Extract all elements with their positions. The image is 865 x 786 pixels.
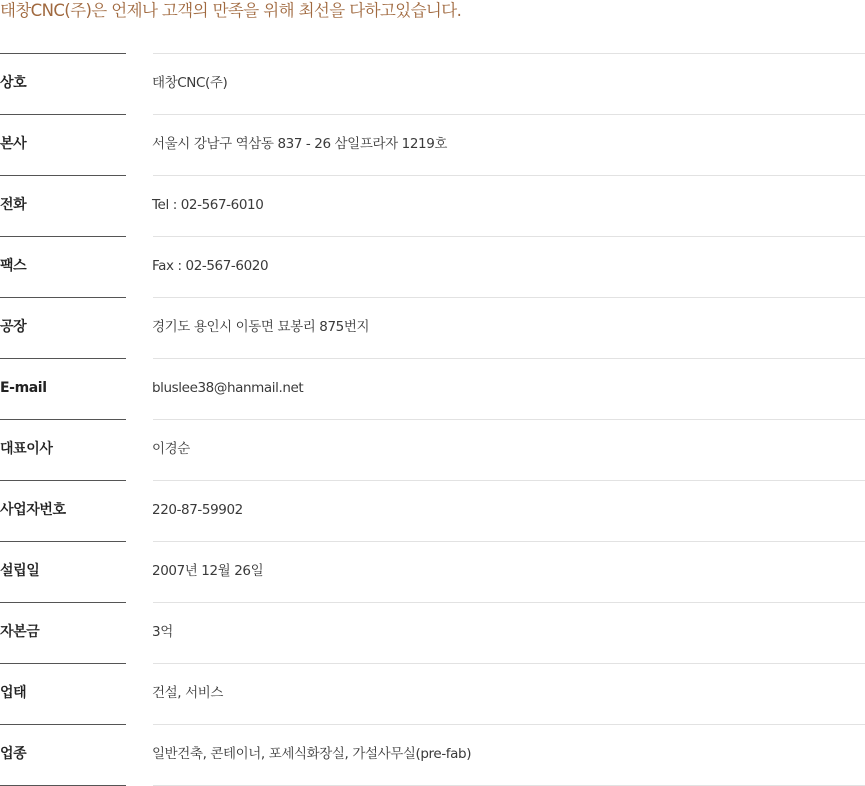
intro-headline: 태창CNC(주)은 언제나 고객의 만족을 위해 최선을 다하고있습니다. [0, 1, 462, 20]
info-row-business-item [0, 724, 865, 785]
info-value: 건설, 서비스 [152, 685, 223, 701]
value-divider [153, 602, 865, 603]
info-value: 220-87-59902 [152, 502, 243, 518]
info-value: 경기도 용인시 이동면 묘봉리 875번지 [152, 319, 370, 335]
info-row-phone [0, 175, 865, 236]
email-link[interactable]: bluslee38@hanmail.net [152, 380, 304, 396]
info-label: 공장 [0, 319, 27, 335]
company-info-table [0, 53, 865, 785]
info-row-fax [0, 236, 865, 297]
info-label: 사업자번호 [0, 502, 66, 518]
info-row-business-number [0, 480, 865, 541]
info-label: 상호 [0, 75, 27, 91]
info-row-business-type [0, 663, 865, 724]
info-label: 업태 [0, 685, 27, 701]
value-divider [153, 419, 865, 420]
value-divider [153, 53, 865, 54]
info-value: 태창CNC(주) [152, 75, 228, 91]
info-value: 2007년 12월 26일 [152, 563, 264, 579]
info-row-factory [0, 297, 865, 358]
value-divider [153, 663, 865, 664]
info-row-head-office [0, 114, 865, 175]
info-label: 대표이사 [0, 441, 53, 457]
info-value: Fax : 02-567-6020 [152, 258, 269, 274]
info-label: 전화 [0, 197, 27, 213]
info-row-capital [0, 602, 865, 663]
info-row-founded [0, 541, 865, 602]
info-value: Tel : 02-567-6010 [152, 197, 264, 213]
info-row-ceo [0, 419, 865, 480]
info-value: 일반건축, 콘테이너, 포세식화장실, 가설사무실(pre-fab) [152, 746, 472, 762]
info-value: 서울시 강남구 역삼동 837 - 26 삼일프라자 1219호 [152, 136, 448, 152]
value-divider [153, 480, 865, 481]
info-row-email [0, 358, 865, 419]
info-label: E-mail [0, 380, 47, 396]
info-label: 설립일 [0, 563, 40, 579]
info-row-company-name [0, 53, 865, 114]
info-label: 자본금 [0, 624, 40, 640]
info-value: 3억 [152, 624, 173, 640]
info-label: 팩스 [0, 258, 27, 274]
info-value: 이경순 [152, 441, 190, 457]
info-label: 업종 [0, 746, 27, 762]
info-label: 본사 [0, 136, 27, 152]
